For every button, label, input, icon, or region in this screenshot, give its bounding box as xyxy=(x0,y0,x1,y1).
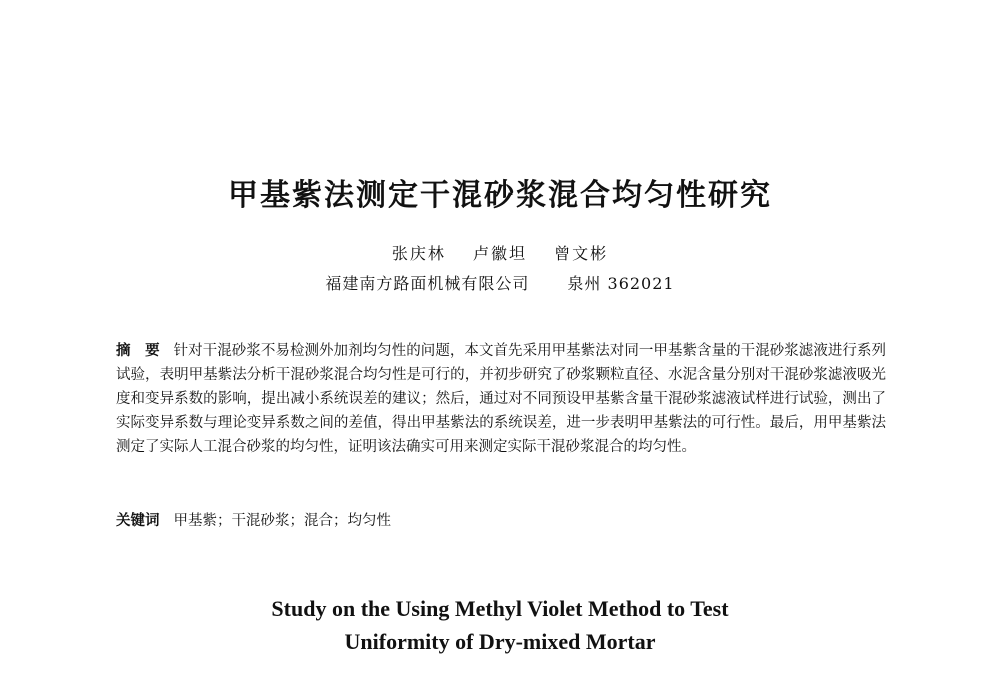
english-title-line: Uniformity of Dry-mixed Mortar xyxy=(344,629,656,654)
abstract-text: 针对干混砂浆不易检测外加剂均匀性的问题，本文首先采用甲基紫法对同一甲基紫含量的干混砂浆滤液进行系列试验，表明甲基紫法分析干混砂浆混合均匀性是可行的，并初步研究了砂浆颗粒直径、水泥含量分别对干混砂浆滤液吸光度和变异系数的影响，提出减小系统误差的建议；然后，通过对不同预设甲基紫含量干混砂浆滤液试样进行试验，测出了实际变异系数与理论变异系数之间的差值，得出甲基紫法的系统误差，进一步表明甲基紫法的可行性。最后，用甲基紫法测定了实际人工混合砂浆的均匀性，证明该法确实可用来测定实际干混砂浆混合的均匀性。 xyxy=(116,343,887,455)
affiliation-city: 泉州 362021 xyxy=(567,274,675,293)
keywords-label: 关键词 xyxy=(116,513,160,529)
paper-title-english xyxy=(0,592,1000,658)
author-list xyxy=(0,241,1000,264)
keywords-text: 甲基紫；干混砂浆；混合；均匀性 xyxy=(173,513,391,529)
author-name: 卢徽坦 xyxy=(472,244,527,263)
paper-title-chinese: 甲基紫法测定干混砂浆混合均匀性研究 xyxy=(228,178,772,213)
abstract xyxy=(116,339,886,459)
author-name: 曾文彬 xyxy=(554,244,609,263)
abstract-label: 摘 要 xyxy=(116,343,160,359)
english-title-line: Study on the Using Methyl Violet Method to Test xyxy=(271,596,729,621)
keywords xyxy=(116,509,886,533)
affiliation xyxy=(0,271,1000,294)
affiliation-org: 福建南方路面机械有限公司 xyxy=(325,274,530,293)
author-name: 张庆林 xyxy=(391,244,446,263)
